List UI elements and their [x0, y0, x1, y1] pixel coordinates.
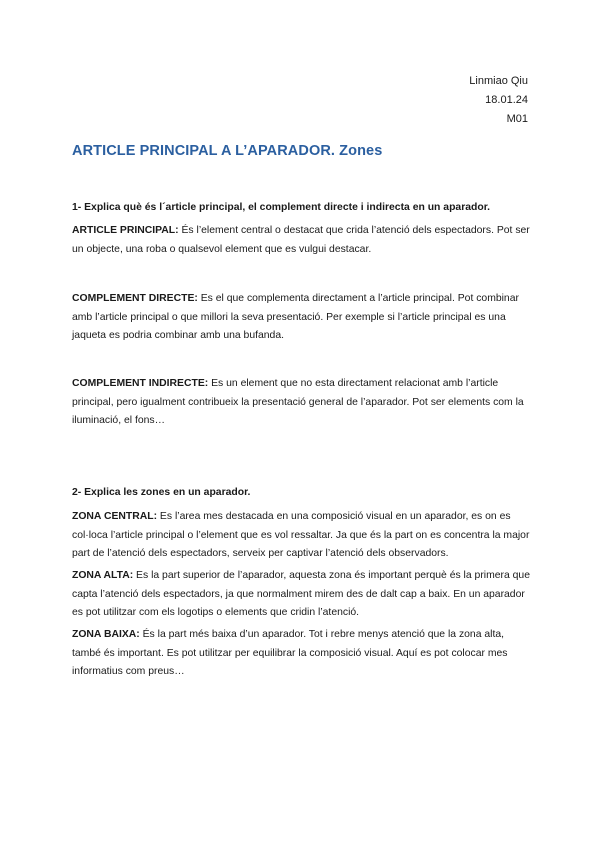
label-zona-central: ZONA CENTRAL: — [72, 511, 158, 522]
module-code: M01 — [506, 113, 528, 125]
label-complement-indirecte: COMPLEMENT INDIRECTE: — [72, 378, 209, 389]
question-2: 2- Explica les zones en un aparador. — [72, 487, 251, 498]
text-zona-baixa: És la part més baixa d’un aparador. Tot i rebre menys atenció que la zona alta, també és important. Es pot utilitzar per equilibrar la composició visual. Aquí es pot colocar mes informatius com preus… — [72, 629, 508, 677]
label-zona-baixa: ZONA BAIXA: — [72, 629, 140, 640]
author-name: Linmiao Qiu — [469, 75, 528, 87]
paragraph-article-principal — [72, 222, 532, 259]
label-complement-directe: COMPLEMENT DIRECTE: — [72, 293, 198, 304]
paragraph-complement-indirecte — [72, 375, 532, 431]
label-zona-alta: ZONA ALTA: — [72, 570, 134, 581]
text-complement-indirecte: Es un element que no esta directament relacionat amb l’article principal, pero igualment contribueix la presentació general de l’aparador. Pot ser elements com la iluminació, el fons… — [72, 378, 524, 426]
label-article-principal: ARTICLE PRINCIPAL: — [72, 225, 179, 236]
paragraph-complement-directe — [72, 290, 532, 346]
document-date: 18.01.24 — [485, 94, 528, 106]
document-title: ARTICLE PRINCIPAL A L’APARADOR. Zones — [72, 143, 383, 159]
text-article-principal: És l’element central o destacat que crida l’atenció dels espectadors. Pot ser un objecte, una roba o qualsevol element que es vulgui destacar. — [72, 225, 530, 255]
paragraph-zona-alta — [72, 567, 532, 623]
paragraph-zona-baixa — [72, 626, 532, 682]
text-zona-central: Es l’area mes destacada en una composició visual en un aparador, es on es col·loca l’article principal o l’element que es vol ressaltar. Ja que és la part on es concentra la major part de l’atenció dels espectadors, serveix per captivar l’atenció dels observadors. — [72, 511, 530, 559]
text-complement-directe: Es el que complementa directament a l’article principal. Pot combinar amb l’article principal o que millori la seva presentació. Per exemple si l’article principal es una jaqueta es podria combinar amb una bufanda. — [72, 293, 519, 341]
paragraph-zona-central — [72, 508, 532, 564]
question-1: 1- Explica què és l´article principal, el complement directe i indirecta en un aparador. — [72, 202, 491, 213]
header-block — [469, 72, 528, 129]
text-zona-alta: Es la part superior de l’aparador, aquesta zona és important perquè és la primera que capta l’atenció dels espectadors, ja que normalment mirem des de dalt cap a baix. En un aparador es pot utilitzar com els logotips o elements que cridin l’atenció. — [72, 570, 530, 618]
